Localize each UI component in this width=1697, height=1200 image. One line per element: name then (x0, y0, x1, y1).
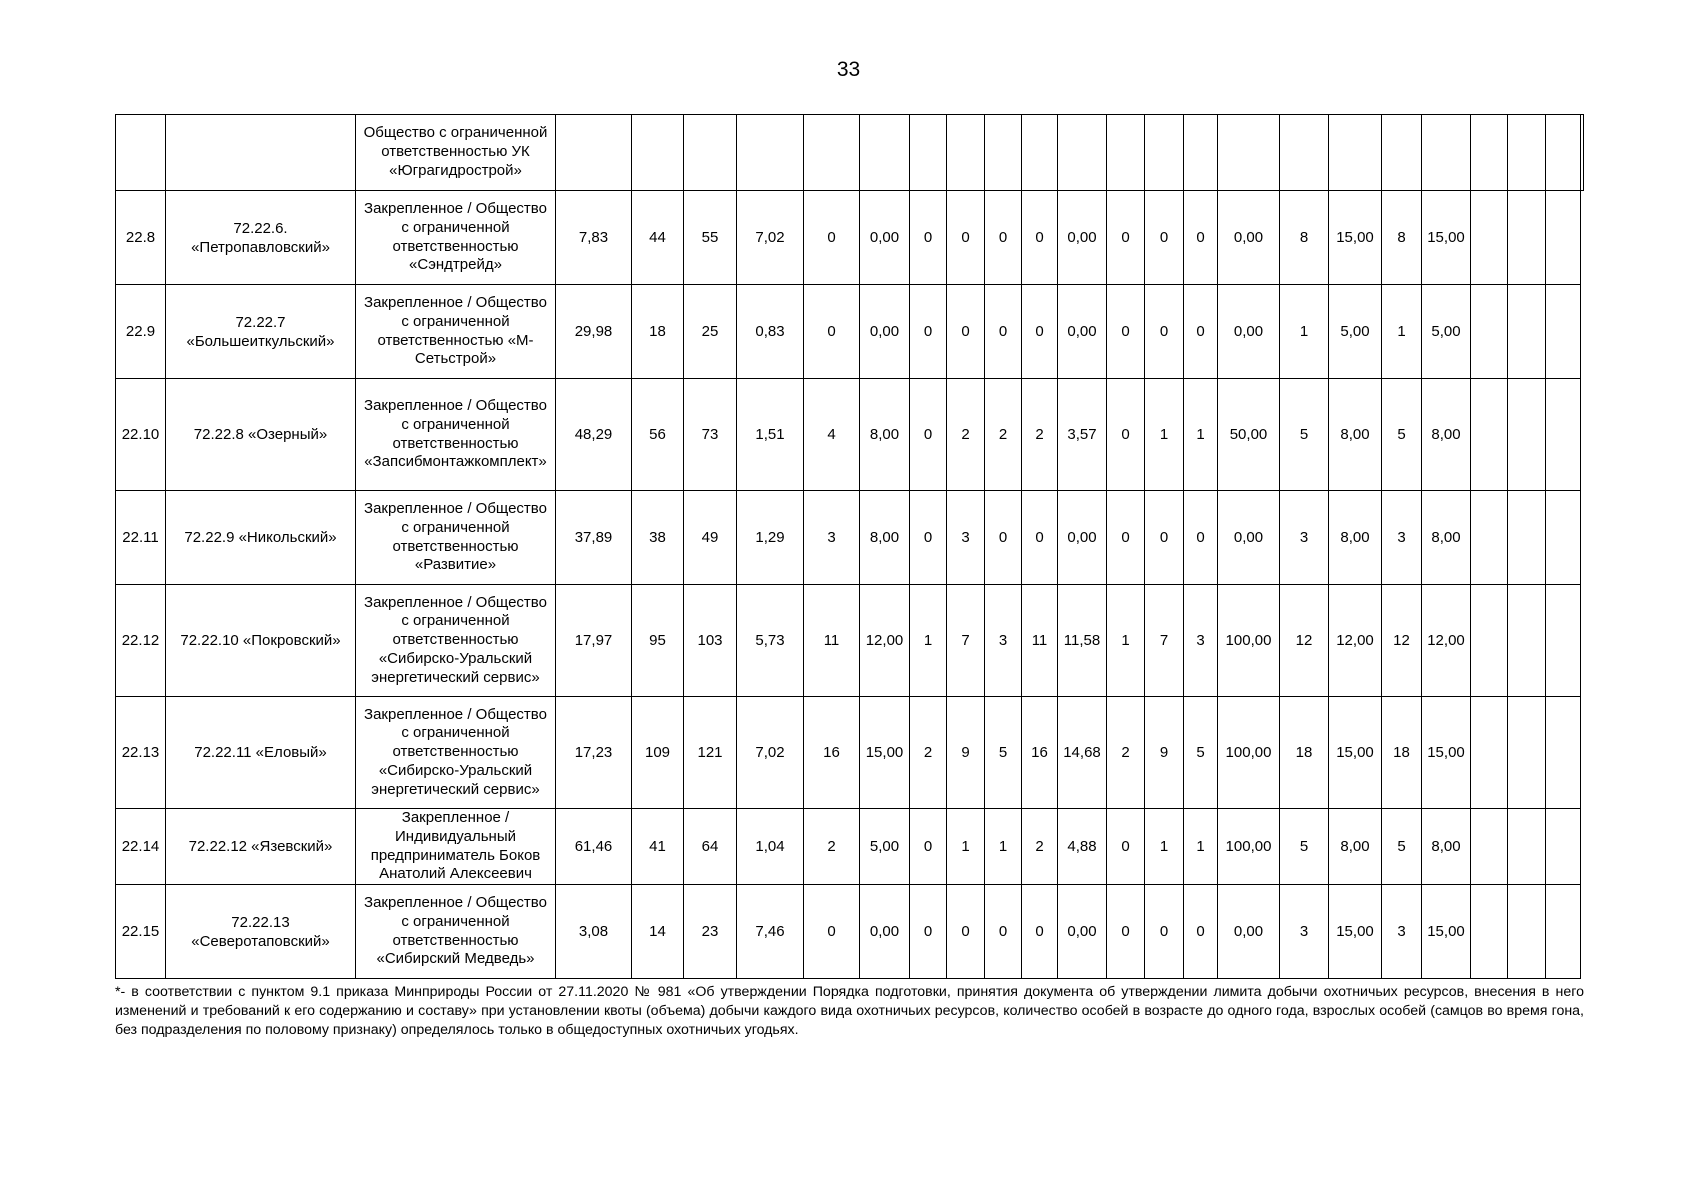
value-cell: 0 (910, 285, 947, 379)
value-cell: 5 (1280, 809, 1329, 885)
value-cell: 1 (985, 809, 1022, 885)
value-cell: 3 (1184, 585, 1218, 697)
value-cell: 7 (1145, 585, 1184, 697)
value-cell: 0 (1184, 191, 1218, 285)
value-cell (1107, 115, 1145, 191)
value-cell (684, 115, 737, 191)
user-organization-cell: Закрепленное / Общество с ограниченной ответственностью «Сибирско-Уральский энергетический сервис» (356, 697, 556, 809)
value-cell (1508, 697, 1546, 809)
value-cell (1382, 115, 1422, 191)
row-number-cell: 22.8 (116, 191, 166, 285)
hunting-ground-cell: 72.22.12 «Язевский» (166, 809, 356, 885)
hunting-ground-cell: 72.22.6. «Петропавловский» (166, 191, 356, 285)
value-cell: 16 (804, 697, 860, 809)
value-cell (1471, 885, 1508, 979)
hunting-quota-table (115, 114, 1584, 979)
value-cell: 18 (1382, 697, 1422, 809)
value-cell: 5 (1382, 809, 1422, 885)
value-cell: 0 (1107, 191, 1145, 285)
value-cell: 3 (947, 491, 985, 585)
user-organization-cell: Общество с ограниченной ответственностью УК «Юграгидрострой» (356, 115, 556, 191)
value-cell (1218, 115, 1280, 191)
value-cell: 37,89 (556, 491, 632, 585)
hunting-ground-cell: 72.22.11 «Еловый» (166, 697, 356, 809)
value-cell: 8,00 (860, 379, 910, 491)
value-cell: 12,00 (1329, 585, 1382, 697)
value-cell: 3 (804, 491, 860, 585)
value-cell: 0,00 (1218, 491, 1280, 585)
value-cell: 15,00 (1422, 885, 1471, 979)
value-cell: 23 (684, 885, 737, 979)
value-cell: 0,00 (1218, 285, 1280, 379)
value-cell: 0,00 (1218, 885, 1280, 979)
table-body (116, 115, 1584, 979)
value-cell: 0 (1184, 885, 1218, 979)
value-cell: 1,51 (737, 379, 804, 491)
value-cell: 15,00 (1422, 191, 1471, 285)
value-cell: 1 (1145, 809, 1184, 885)
value-cell: 38 (632, 491, 684, 585)
value-cell (1471, 379, 1508, 491)
value-cell (1471, 191, 1508, 285)
value-cell: 73 (684, 379, 737, 491)
table-row (116, 491, 1584, 585)
value-cell: 16 (1022, 697, 1058, 809)
value-cell (804, 115, 860, 191)
user-organization-cell: Закрепленное / Общество с ограниченной ответственностью «Сэндтрейд» (356, 191, 556, 285)
value-cell: 44 (632, 191, 684, 285)
value-cell: 0 (985, 285, 1022, 379)
value-cell: 0,00 (1058, 191, 1107, 285)
value-cell: 0 (1022, 491, 1058, 585)
user-organization-cell: Закрепленное / Общество с ограниченной ответственностью «М-Сетьстрой» (356, 285, 556, 379)
value-cell: 5 (1382, 379, 1422, 491)
value-cell (1546, 379, 1581, 491)
value-cell (1546, 585, 1581, 697)
value-cell: 0,00 (860, 191, 910, 285)
table-row (116, 809, 1584, 885)
value-cell: 11 (1022, 585, 1058, 697)
value-cell: 1 (1184, 379, 1218, 491)
value-cell (985, 115, 1022, 191)
value-cell: 0 (1107, 885, 1145, 979)
value-cell: 8,00 (1329, 379, 1382, 491)
value-cell (1546, 885, 1581, 979)
value-cell: 3 (1382, 491, 1422, 585)
value-cell: 0,00 (860, 885, 910, 979)
value-cell (1508, 809, 1546, 885)
value-cell: 1 (947, 809, 985, 885)
value-cell: 3 (1382, 885, 1422, 979)
value-cell: 11 (804, 585, 860, 697)
row-number-cell: 22.11 (116, 491, 166, 585)
value-cell (1546, 491, 1581, 585)
value-cell: 3 (1280, 885, 1329, 979)
value-cell: 1 (1280, 285, 1329, 379)
value-cell: 0,00 (1218, 191, 1280, 285)
value-cell: 0 (1107, 285, 1145, 379)
value-cell: 1 (1145, 379, 1184, 491)
value-cell: 12 (1280, 585, 1329, 697)
row-number-cell: 22.13 (116, 697, 166, 809)
value-cell (1329, 115, 1382, 191)
value-cell: 0,83 (737, 285, 804, 379)
value-cell: 2 (1022, 809, 1058, 885)
value-cell: 5,00 (1329, 285, 1382, 379)
value-cell: 0 (1107, 809, 1145, 885)
value-cell: 0 (1145, 885, 1184, 979)
value-cell (1546, 697, 1581, 809)
row-number-cell: 22.15 (116, 885, 166, 979)
value-cell: 0 (910, 191, 947, 285)
value-cell: 8 (1280, 191, 1329, 285)
value-cell: 0,00 (1058, 285, 1107, 379)
hunting-ground-cell: 72.22.7 «Большеиткульский» (166, 285, 356, 379)
value-cell (860, 115, 910, 191)
value-cell: 17,23 (556, 697, 632, 809)
value-cell: 12,00 (860, 585, 910, 697)
user-organization-cell: Закрепленное / Общество с ограниченной ответственностью «Запсибмонтажкомплект» (356, 379, 556, 491)
value-cell: 1 (910, 585, 947, 697)
value-cell (1546, 191, 1581, 285)
value-cell: 8,00 (860, 491, 910, 585)
value-cell (1508, 191, 1546, 285)
value-cell (1581, 115, 1584, 191)
value-cell (1508, 491, 1546, 585)
value-cell: 41 (632, 809, 684, 885)
value-cell (1508, 285, 1546, 379)
value-cell: 8,00 (1329, 491, 1382, 585)
value-cell: 0 (804, 885, 860, 979)
table-row (116, 285, 1584, 379)
hunting-ground-cell (166, 115, 356, 191)
value-cell: 9 (947, 697, 985, 809)
value-cell: 2 (947, 379, 985, 491)
value-cell (1471, 115, 1508, 191)
value-cell: 0 (985, 885, 1022, 979)
footnote: *- в соответствии с пунктом 9.1 приказа Минприроды России от 27.11.2020 № 981 «Об утверждении Порядка подготовки, принятия документа об утверждении лимита добычи охотничьих ресурсов, внесения в него изменений и требований к его содержанию и составу» при установлении квоты (объема) добычи каждого вида охотничьих ресурсов, количество особей в возрасте до одного года, взрослых особей (самцов во время гона, без подразделения по половому признаку) определялось только в общедоступных охотничьих угодьях. (115, 984, 1584, 1038)
value-cell: 48,29 (556, 379, 632, 491)
value-cell: 15,00 (1329, 191, 1382, 285)
value-cell: 0 (1145, 285, 1184, 379)
value-cell: 0,00 (1058, 491, 1107, 585)
value-cell: 4,88 (1058, 809, 1107, 885)
value-cell: 18 (1280, 697, 1329, 809)
value-cell: 14,68 (1058, 697, 1107, 809)
table-row (116, 191, 1584, 285)
value-cell: 0 (1022, 191, 1058, 285)
value-cell: 0 (910, 491, 947, 585)
value-cell: 7,02 (737, 191, 804, 285)
value-cell: 1 (1184, 809, 1218, 885)
table-row (116, 585, 1584, 697)
value-cell: 8 (1382, 191, 1422, 285)
value-cell: 50,00 (1218, 379, 1280, 491)
value-cell: 56 (632, 379, 684, 491)
value-cell: 5,00 (1422, 285, 1471, 379)
value-cell (910, 115, 947, 191)
value-cell (1422, 115, 1471, 191)
value-cell: 0 (947, 885, 985, 979)
value-cell: 0 (1022, 885, 1058, 979)
value-cell: 5,00 (860, 809, 910, 885)
value-cell (1145, 115, 1184, 191)
value-cell: 5,73 (737, 585, 804, 697)
value-cell (1471, 809, 1508, 885)
value-cell: 15,00 (1329, 697, 1382, 809)
value-cell: 11,58 (1058, 585, 1107, 697)
value-cell: 8,00 (1422, 491, 1471, 585)
value-cell: 0 (910, 809, 947, 885)
value-cell (1471, 491, 1508, 585)
value-cell: 15,00 (1329, 885, 1382, 979)
value-cell: 100,00 (1218, 585, 1280, 697)
value-cell: 25 (684, 285, 737, 379)
value-cell: 0 (1184, 491, 1218, 585)
user-organization-cell: Закрепленное / Общество с ограниченной ответственностью «Сибирско-Уральский энергетический сервис» (356, 585, 556, 697)
value-cell (1471, 697, 1508, 809)
hunting-ground-cell: 72.22.10 «Покровский» (166, 585, 356, 697)
value-cell: 12 (1382, 585, 1422, 697)
value-cell: 3,57 (1058, 379, 1107, 491)
value-cell: 5 (1184, 697, 1218, 809)
value-cell: 0 (985, 191, 1022, 285)
value-cell: 4 (804, 379, 860, 491)
value-cell (1546, 285, 1581, 379)
row-number-cell: 22.14 (116, 809, 166, 885)
value-cell: 0 (1145, 191, 1184, 285)
value-cell: 64 (684, 809, 737, 885)
value-cell (1471, 285, 1508, 379)
value-cell (947, 115, 985, 191)
value-cell (1508, 115, 1546, 191)
value-cell: 3 (985, 585, 1022, 697)
value-cell: 0 (1107, 379, 1145, 491)
table-row (116, 885, 1584, 979)
row-number-cell: 22.12 (116, 585, 166, 697)
value-cell: 7,46 (737, 885, 804, 979)
value-cell: 0 (1145, 491, 1184, 585)
value-cell: 0,00 (1058, 885, 1107, 979)
value-cell: 100,00 (1218, 697, 1280, 809)
value-cell: 17,97 (556, 585, 632, 697)
value-cell: 1,04 (737, 809, 804, 885)
value-cell (1022, 115, 1058, 191)
page-number: 33 (836, 58, 861, 81)
value-cell: 0 (985, 491, 1022, 585)
value-cell: 15,00 (860, 697, 910, 809)
value-cell (1280, 115, 1329, 191)
value-cell: 0 (804, 285, 860, 379)
row-number-cell: 22.9 (116, 285, 166, 379)
value-cell: 29,98 (556, 285, 632, 379)
value-cell: 5 (1280, 379, 1329, 491)
value-cell (1546, 115, 1581, 191)
value-cell: 15,00 (1422, 697, 1471, 809)
value-cell: 0 (910, 885, 947, 979)
value-cell: 8,00 (1329, 809, 1382, 885)
value-cell: 0 (1022, 285, 1058, 379)
value-cell (1184, 115, 1218, 191)
value-cell: 2 (910, 697, 947, 809)
value-cell: 0 (1107, 491, 1145, 585)
value-cell: 2 (985, 379, 1022, 491)
value-cell (737, 115, 804, 191)
user-organization-cell: Закрепленное / Индивидуальный предприниматель Боков Анатолий Алексеевич (356, 809, 556, 885)
value-cell: 7 (947, 585, 985, 697)
hunting-ground-cell: 72.22.9 «Никольский» (166, 491, 356, 585)
value-cell: 0,00 (860, 285, 910, 379)
value-cell: 0 (910, 379, 947, 491)
value-cell: 3 (1280, 491, 1329, 585)
value-cell: 0 (947, 191, 985, 285)
value-cell (632, 115, 684, 191)
value-cell (1546, 809, 1581, 885)
value-cell (1508, 379, 1546, 491)
value-cell: 3,08 (556, 885, 632, 979)
value-cell: 121 (684, 697, 737, 809)
value-cell: 109 (632, 697, 684, 809)
value-cell: 8,00 (1422, 809, 1471, 885)
value-cell (556, 115, 632, 191)
value-cell: 1,29 (737, 491, 804, 585)
table-row (116, 115, 1584, 191)
value-cell: 1 (1382, 285, 1422, 379)
value-cell: 0 (804, 191, 860, 285)
value-cell: 61,46 (556, 809, 632, 885)
hunting-ground-cell: 72.22.8 «Озерный» (166, 379, 356, 491)
value-cell: 100,00 (1218, 809, 1280, 885)
value-cell: 2 (1107, 697, 1145, 809)
value-cell: 2 (1022, 379, 1058, 491)
value-cell: 18 (632, 285, 684, 379)
value-cell (1471, 585, 1508, 697)
table-row (116, 697, 1584, 809)
row-number-cell (116, 115, 166, 191)
value-cell: 1 (1107, 585, 1145, 697)
value-cell: 7,83 (556, 191, 632, 285)
value-cell: 95 (632, 585, 684, 697)
value-cell (1508, 885, 1546, 979)
value-cell (1058, 115, 1107, 191)
user-organization-cell: Закрепленное / Общество с ограниченной ответственностью «Сибирский Медведь» (356, 885, 556, 979)
value-cell: 8,00 (1422, 379, 1471, 491)
value-cell: 12,00 (1422, 585, 1471, 697)
user-organization-cell: Закрепленное / Общество с ограниченной ответственностью «Развитие» (356, 491, 556, 585)
value-cell (1508, 585, 1546, 697)
value-cell: 9 (1145, 697, 1184, 809)
value-cell: 0 (947, 285, 985, 379)
table-row (116, 379, 1584, 491)
value-cell: 49 (684, 491, 737, 585)
value-cell: 0 (1184, 285, 1218, 379)
value-cell: 55 (684, 191, 737, 285)
value-cell: 2 (804, 809, 860, 885)
hunting-ground-cell: 72.22.13 «Северотаповский» (166, 885, 356, 979)
value-cell: 14 (632, 885, 684, 979)
value-cell: 7,02 (737, 697, 804, 809)
value-cell: 103 (684, 585, 737, 697)
value-cell: 5 (985, 697, 1022, 809)
row-number-cell: 22.10 (116, 379, 166, 491)
